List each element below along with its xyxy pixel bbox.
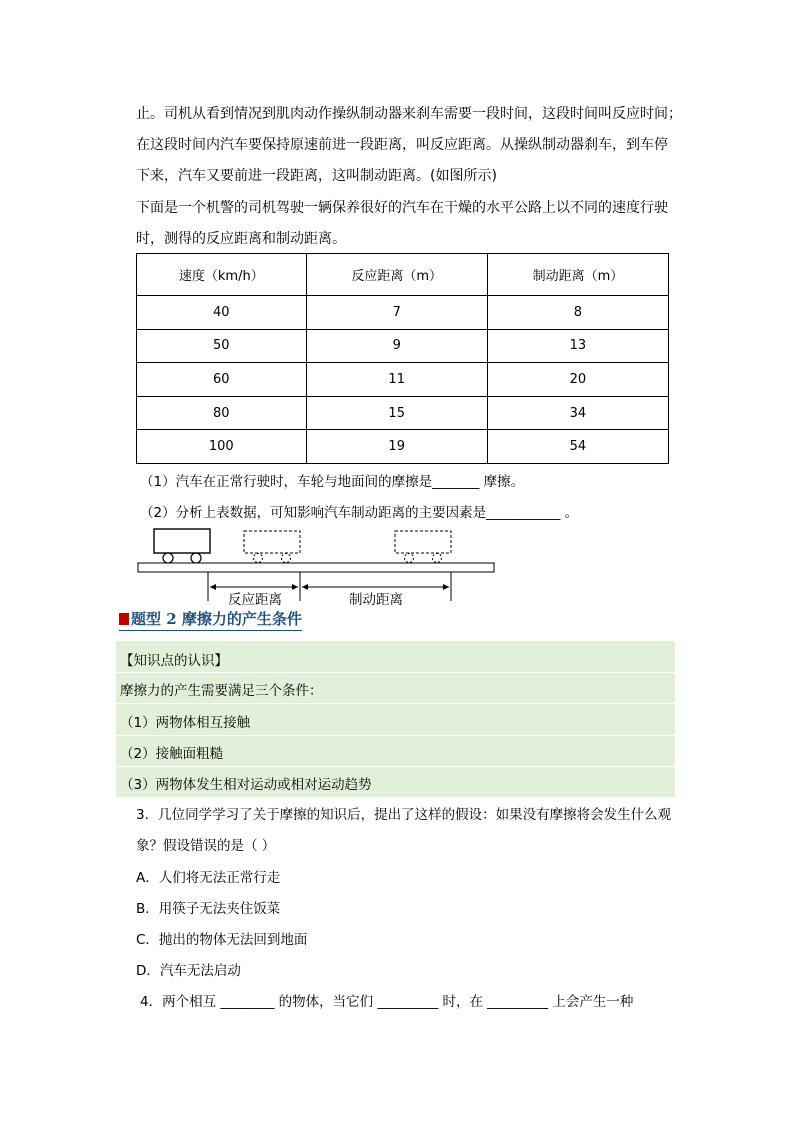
braking-diagram <box>136 527 498 605</box>
table-cell: 7 <box>306 296 487 330</box>
table-row <box>137 329 669 363</box>
table-cell: 34 <box>487 396 668 430</box>
table-cell: 80 <box>137 396 307 430</box>
option-d: D．汽车无法启动 <box>136 963 241 979</box>
table-cell: 100 <box>137 430 307 464</box>
table-cell: 50 <box>137 329 307 363</box>
option-c: C．抛出的物体无法回到地面 <box>136 932 308 948</box>
table-row <box>137 430 669 464</box>
table-cell: 40 <box>137 296 307 330</box>
question-1: （1）汽车在正常行驶时，车轮与地面间的摩擦是_______ 摩擦。 <box>140 474 525 490</box>
table-cell: 9 <box>306 329 487 363</box>
table-row <box>137 396 669 430</box>
table-header-cell: 速度（km/h） <box>137 254 307 296</box>
table-cell: 11 <box>306 363 487 397</box>
table-cell: 19 <box>306 430 487 464</box>
red-square-icon <box>119 613 129 625</box>
knowledge-item: （3）两物体发生相对运动或相对运动趋势 <box>120 777 372 793</box>
table-row <box>137 363 669 397</box>
intro-line-4: 下面是一个机警的司机驾驶一辆保养很好的汽车在干燥的水平公路上以不同的速度行驶 <box>136 200 668 216</box>
table-cell: 60 <box>137 363 307 397</box>
knowledge-box <box>116 641 675 797</box>
car-dashed-icon <box>244 531 300 563</box>
table-cell: 54 <box>487 430 668 464</box>
reaction-distance-label: 反应距离 <box>226 588 284 608</box>
knowledge-intro: 摩擦力的产生需要满足三个条件： <box>120 683 323 699</box>
table-header-cell: 反应距离（m） <box>306 254 487 296</box>
intro-line-1: 止。司机从看到情况到肌肉动作操纵制动器来刹车需要一段时间，这段时间叫反应时间； <box>136 106 682 122</box>
option-b: B．用筷子无法夹住饭菜 <box>136 901 281 917</box>
section-title: 题型 2 摩擦力的产生条件 <box>131 610 302 628</box>
intro-line-2: 在这段时间内汽车要保持原速前进一段距离，叫反应距离。从操纵制动器刹车，到车停 <box>136 137 668 153</box>
knowledge-heading: 【知识点的认识】 <box>120 653 228 669</box>
table-cell: 20 <box>487 363 668 397</box>
speed-distance-table <box>136 253 669 464</box>
intro-line-3: 下来，汽车又要前进一段距离，这叫制动距离。(如图所示) <box>136 168 497 184</box>
table-header-row <box>137 254 669 296</box>
table-header-cell: 制动距离（m） <box>487 254 668 296</box>
question-3-line-2: 象？假设错误的是（ ） <box>136 838 276 854</box>
section-heading <box>119 608 302 631</box>
car-solid-icon <box>154 529 210 563</box>
road <box>138 563 494 572</box>
table-cell: 13 <box>487 329 668 363</box>
table-cell: 15 <box>306 396 487 430</box>
question-3-line-1: 3．几位同学学习了关于摩擦的知识后，提出了这样的假设：如果没有摩擦将会发生什么观 <box>136 807 672 823</box>
knowledge-item: （2）接触面粗糙 <box>120 746 224 762</box>
table-cell: 8 <box>487 296 668 330</box>
knowledge-item: （1）两物体相互接触 <box>120 715 251 731</box>
intro-line-5: 时，测得的反应距离和制动距离。 <box>136 231 346 247</box>
question-2: （2）分析上表数据，可知影响汽车制动距离的主要因素是___________ 。 <box>140 505 579 521</box>
table-row <box>137 296 669 330</box>
car-dashed-icon <box>395 531 451 563</box>
option-a: A．人们将无法正常行走 <box>136 870 281 886</box>
question-4-line-1: 4．两个相互 ________ 的物体，当它们 _________ 时，在 _________ 上会产生一种 <box>140 994 634 1010</box>
braking-distance-label: 制动距离 <box>347 588 405 608</box>
